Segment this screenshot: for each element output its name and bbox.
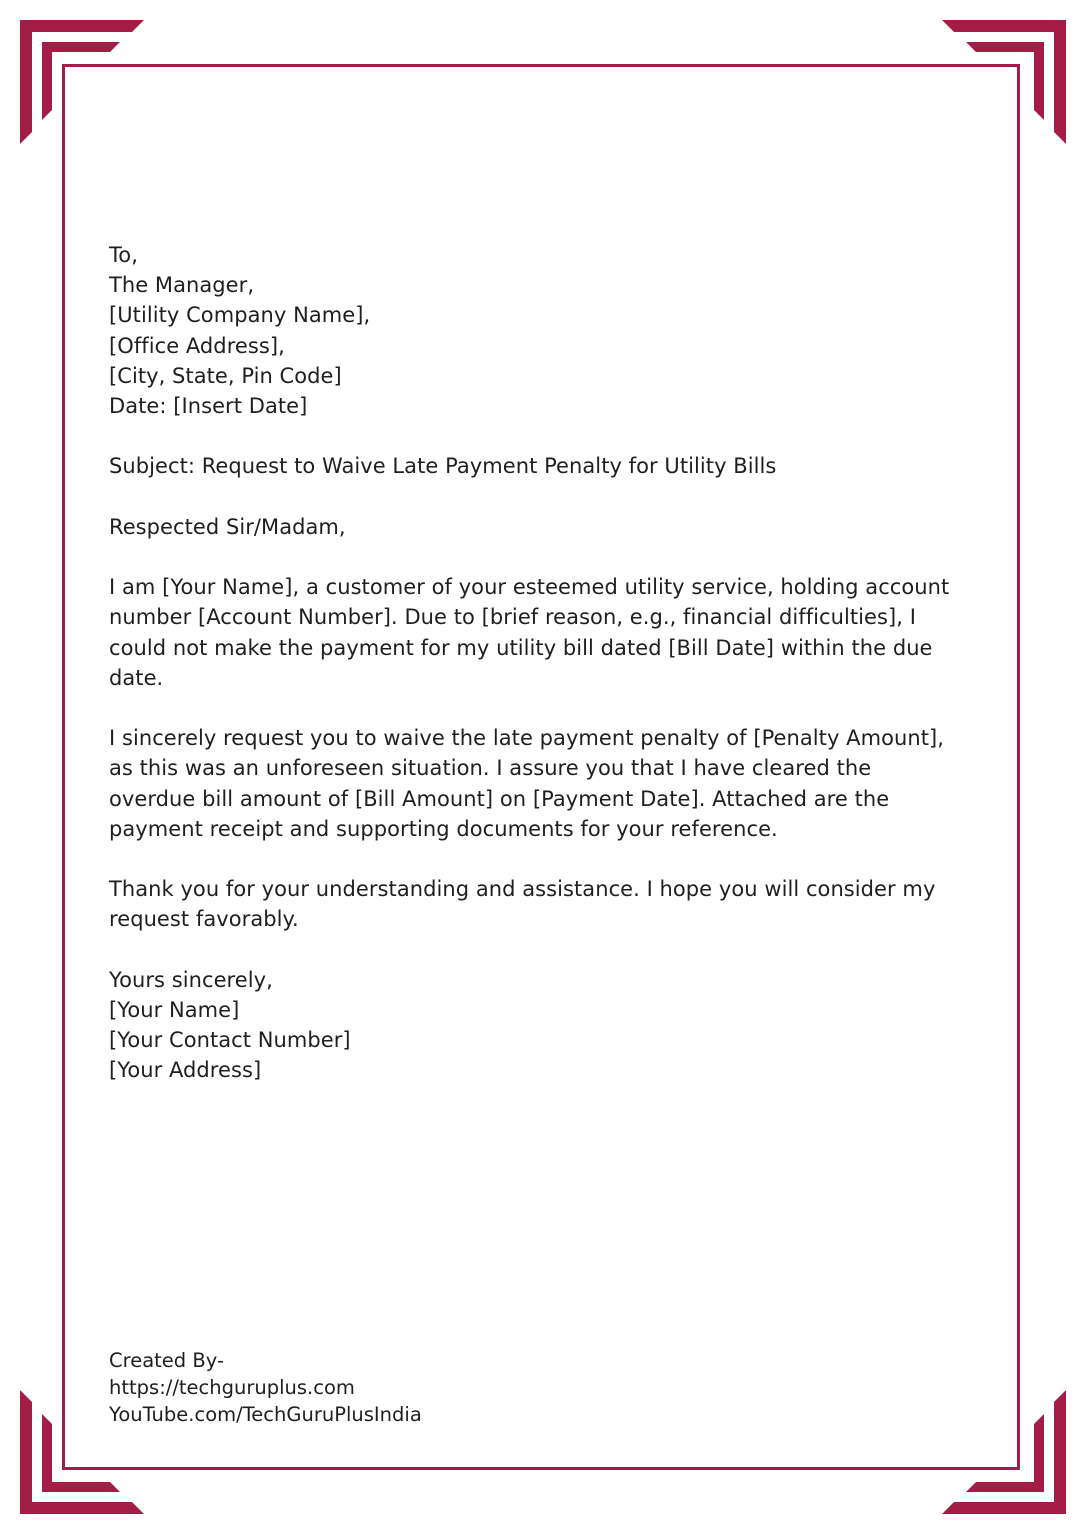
subject-line [109, 451, 989, 481]
paragraph-line: request favorably. [109, 907, 299, 932]
address-line: To, [109, 243, 138, 267]
footer-website-link[interactable]: https://techguruplus.com [109, 1376, 355, 1399]
address-line: [Office Address], [109, 333, 285, 358]
closing-line: [Your Contact Number] [109, 1028, 351, 1053]
paragraph-3 [109, 874, 989, 934]
paragraph-2 [109, 723, 989, 844]
address-line: [City, State, Pin Code] [109, 363, 342, 388]
salutation-text: Respected Sir/Madam, [109, 514, 346, 539]
closing-line: [Your Address] [109, 1058, 262, 1083]
paragraph-line: Thank you for your understanding and assistance. I hope you will consider my [109, 877, 936, 902]
paragraph-line: could not make the payment for my utility bill dated [Bill Date] within the due [109, 635, 933, 660]
corner-ornament-top-left [20, 20, 144, 144]
letter-body [109, 240, 989, 1086]
paragraph-line: number [Account Number]. Due to [brief reason, e.g., financial difficulties], I [109, 605, 916, 630]
recipient-address [109, 240, 989, 421]
corner-ornament-bottom-right [942, 1390, 1066, 1514]
address-line: [Utility Company Name], [109, 303, 371, 328]
corner-ornament-top-right [942, 20, 1066, 144]
paragraph-line: date. [109, 665, 164, 690]
paragraph-line: payment receipt and supporting documents for your reference. [109, 816, 778, 841]
footer-created-by: Created By- [109, 1349, 224, 1372]
paragraph-line: as this was an unforeseen situation. I assure you that I have cleared the [109, 756, 872, 781]
closing-line: [Your Name] [109, 997, 240, 1022]
footer-credits [109, 1347, 422, 1428]
subject-text: Subject: Request to Waive Late Payment Penalty for Utility Bills [109, 454, 777, 479]
footer-youtube-link[interactable]: YouTube.com/TechGuruPlusIndia [109, 1403, 422, 1426]
paragraph-line: I sincerely request you to waive the late payment penalty of [Penalty Amount], [109, 726, 944, 751]
closing-line: Yours sincerely, [109, 967, 273, 992]
salutation [109, 512, 989, 542]
date-line: Date: [Insert Date] [109, 394, 308, 419]
address-line: The Manager, [109, 273, 255, 298]
paragraph-1 [109, 572, 989, 693]
closing-signature [109, 965, 989, 1086]
paragraph-line: overdue bill amount of [Bill Amount] on [Payment Date]. Attached are the [109, 786, 890, 811]
paragraph-line: I am [Your Name], a customer of your esteemed utility service, holding account [109, 575, 950, 600]
